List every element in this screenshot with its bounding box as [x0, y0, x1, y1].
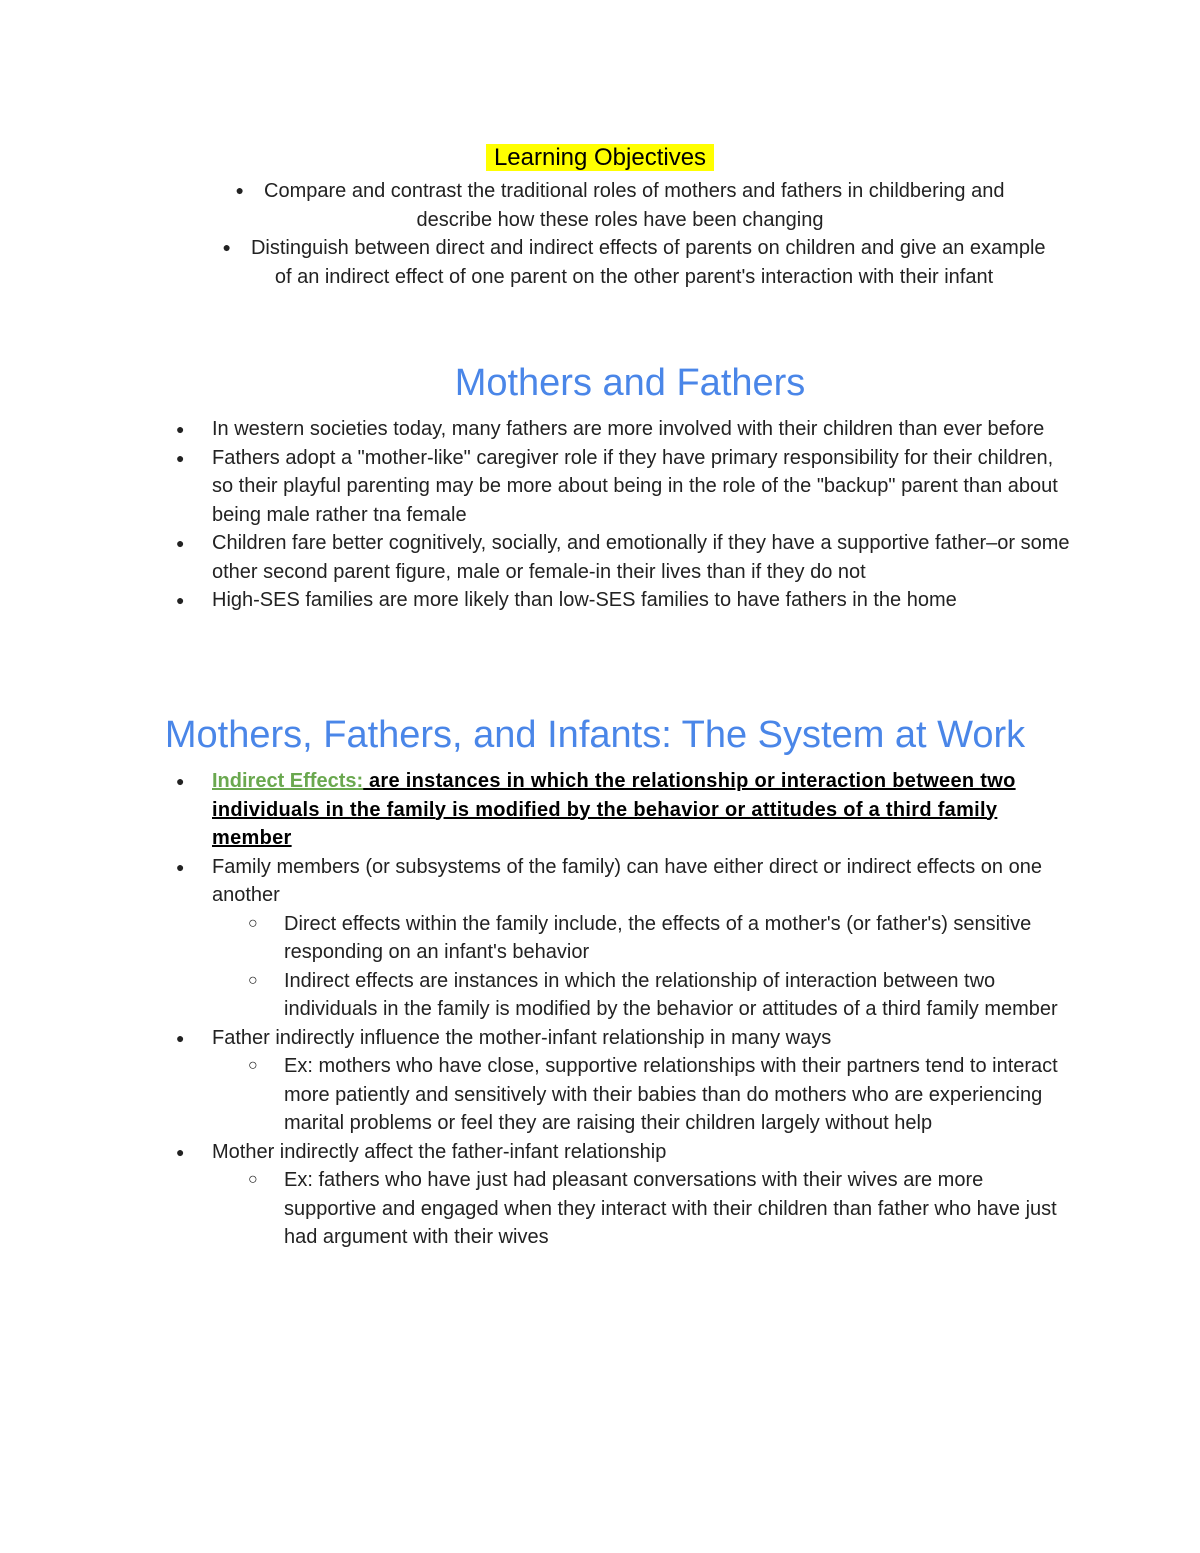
sub-list — [248, 1166, 1076, 1252]
list-item-text: Family members (or subsystems of the family) can have either direct or indirect effects on one another — [212, 855, 1042, 906]
list-item-text: Mother indirectly affect the father-infant relationship — [212, 1140, 667, 1163]
bullet-icon: ● — [176, 1143, 185, 1160]
definition-text: are instances in which the relationship or interaction between two individuals in the family is modified by the behavior or attitudes of a third family member — [212, 770, 1016, 849]
list-item-text: Father indirectly influence the mother-infant relationship in many ways — [212, 1026, 832, 1049]
bullet-icon: ● — [176, 421, 185, 437]
list-item-text: In western societies today, many fathers are more involved with their children than ever before — [212, 418, 1045, 440]
sub-list-item — [248, 967, 1076, 1024]
bullet-icon: ● — [176, 592, 185, 608]
sub-item-text: Ex: mothers who have close, supportive relationships with their partners tend to interact more patiently and sensitively with their babies than do mothers who are experiencing marital problems or feel they are raising their children largely without help — [284, 1055, 1058, 1134]
objective-text: Distinguish between direct and indirect effects of parents on children and give an example of an indirect effect of one parent on the other parent's interaction with their infant — [250, 237, 1046, 288]
sub-item-text: Indirect effects are instances in which the relationship of interaction between two individuals in the family is modified by the behavior or attitudes of a third family member — [284, 969, 1058, 1020]
list-item — [176, 1138, 1076, 1252]
list-item — [176, 853, 1076, 1024]
objective-text: Compare and contrast the traditional roles of mothers and fathers in childbering and describe how these roles have been changing — [264, 180, 1005, 231]
sub-list-item — [248, 1166, 1076, 1252]
bullet-icon: ● — [176, 858, 185, 875]
hollow-bullet-icon: ○ — [248, 1171, 258, 1188]
sub-list-item — [248, 910, 1076, 967]
bullet-icon: ● — [222, 239, 231, 255]
objectives-title-text: Learning Objectives — [486, 144, 714, 171]
list-item — [176, 444, 1076, 530]
list-item — [176, 529, 1076, 586]
hollow-bullet-icon: ○ — [248, 1057, 258, 1074]
objective-item — [214, 233, 1054, 291]
bullet-icon: ● — [235, 182, 245, 198]
hollow-bullet-icon: ○ — [248, 914, 258, 932]
list-item — [176, 1024, 1076, 1138]
sub-item-text: Direct effects within the family include, the effects of a mother's (or father's) sensitive responding on an infant's behavior — [284, 912, 1032, 963]
sub-item-text: Ex: fathers who have just had pleasant conversations with their wives are more supportive and engaged when they interact with their children than father who have just had argument with their wives — [284, 1169, 1057, 1248]
objectives-title — [0, 141, 1200, 175]
list-item-text: Fathers adopt a "mother-like" caregiver role if they have primary responsibility for their children, so their playful parenting may be more about being in the role of the "backup" parent than about being male rather tna female — [212, 446, 1058, 526]
definition-term: Indirect Effects: — [212, 770, 364, 792]
bullet-icon: ● — [176, 1029, 185, 1046]
sub-list-item — [248, 1052, 1076, 1138]
list-item-text: Children fare better cognitively, socially, and emotionally if they have a supportive father–or some other second parent figure, male or female-in their lives than if they do not — [212, 532, 1070, 583]
list-item — [176, 586, 1076, 615]
section1-list — [176, 415, 1076, 615]
section-heading: Mothers and Fathers — [454, 362, 806, 404]
list-item-text: High-SES families are more likely than low-SES families to have fathers in the home — [212, 589, 957, 611]
section-heading: Mothers, Fathers, and Infants: The System at Work — [164, 714, 1026, 756]
hollow-bullet-icon: ○ — [248, 971, 258, 989]
bullet-icon: ● — [176, 449, 185, 466]
sub-list — [248, 1052, 1076, 1138]
bullet-icon: ● — [176, 535, 185, 551]
list-item — [176, 415, 1076, 444]
sub-list — [248, 910, 1076, 1024]
objective-item — [200, 176, 1040, 234]
definition-item — [176, 767, 1076, 853]
bullet-icon: ● — [176, 773, 185, 789]
section2-list — [176, 767, 1076, 1252]
